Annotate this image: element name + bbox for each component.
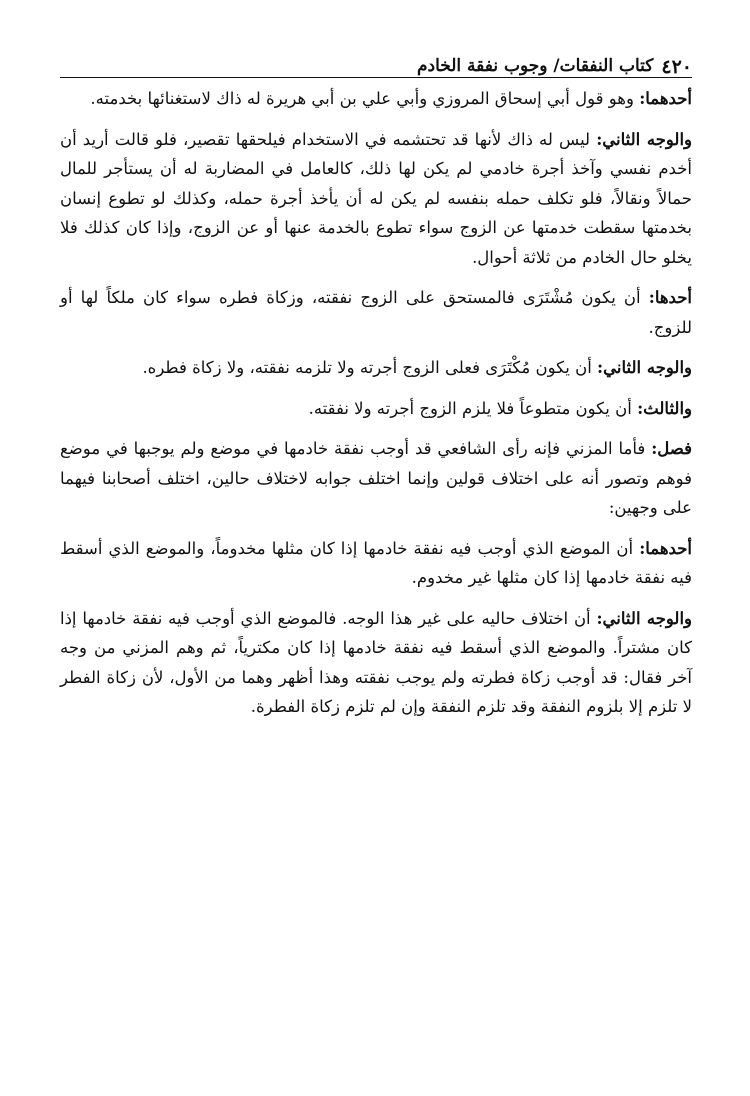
paragraph (60, 125, 692, 273)
paragraph-text: أن يكون مُكْتَرَى فعلى الزوج أجرته ولا تلزمه نفقته، ولا زكاة فطره. (142, 358, 598, 377)
paragraph-label: والوجه الثاني: (596, 608, 692, 628)
paragraph (60, 283, 692, 342)
header-rule (60, 77, 692, 78)
paragraph-text: وهو قول أبي إسحاق المروزي وأبي علي بن أبي هريرة له ذاك لاستغنائها بخدمته. (90, 89, 640, 108)
paragraph-text: أن يكون متطوعاً فلا يلزم الزوج أجرته ولا نفقته. (308, 398, 638, 418)
paragraph-text: أن يكون مُشْتَرَى فالمستحق على الزوج نفقته، وزكاة فطره سواء كان ملكاً لها أو للزوج. (60, 288, 692, 337)
paragraph-label: والوجه الثاني: (596, 129, 692, 149)
paragraph-label: فصل: (651, 439, 692, 458)
paragraph-text: أن اختلاف حاليه على غير هذا الوجه. فالموضع الذي أوجب فيه نفقة خادمها إذا كان مشتراً. والموضع الذي أسقط فيه نفقة خادمها إذا كان مكترياً، ثم وهم المزني من وجه آخر فقال: قد أوجب زكاة فطرته ولم يوجب نفقته وهذا أظهر وهما من الأول، لأن زكاة الفطر لا تلزم إلا بلزوم النفقة وقد تلزم النفقة وإن لم تلزم زكاة الفطرة. (60, 608, 692, 716)
page-number: ٤٢٠ (661, 56, 692, 78)
paragraph-label: والثالث: (637, 398, 692, 418)
paragraph-label: والوجه الثاني: (597, 358, 692, 377)
running-title: كتاب النفقات/ وجوب نفقة الخادم (416, 56, 654, 76)
paragraph-label: أحدهما: (639, 538, 692, 558)
paragraph-text: فأما المزني فإنه رأى الشافعي قد أوجب نفقة خادمها في موضع ولم يوجبها في موضع فوهم وتصور أنه على اختلاف قولين وإنما اختلف جوابه لاختلاف حالين، اختلف أصحابنا فيهما على وجهين: (60, 439, 692, 517)
page-body (60, 84, 692, 728)
paragraph-text: أن الموضع الذي أوجب فيه نفقة خادمها إذا كان مثلها مخدوماً، والموضع الذي أسقط فيه نفقة خادمها إذا كان مثلها غير مخدوم. (60, 538, 692, 587)
paragraph (60, 434, 692, 523)
paragraph (60, 604, 692, 722)
paragraph-label: أحدهما: (639, 89, 692, 108)
paragraph (60, 84, 692, 114)
page-header (60, 44, 692, 78)
paragraph (60, 394, 692, 424)
paragraph-label: أحدها: (648, 288, 692, 307)
paragraph-text: ليس له ذاك لأنها قد تحتشمه في الاستخدام فيلحقها تقصير، فلو قالت أريد أن أخدم نفسي وآخذ أجرة خادمي لم يكن لها ذلك، كالعامل في المضاربة له أن يستأجر للمال حمالاً ونقالاً، فلو تكلف حمله بنفسه لم يكن له أن يأخذ أجرة حمله، وكذلك لو تطوع إنسان بخدمتها سقطت خدمتها عن الزوج سواء تطوع بالخدمة عنها أو عن الزوج، وإذا كان كذلك فلا يخلو حال الخادم من ثلاثة أحوال. (60, 129, 692, 267)
paragraph (60, 353, 692, 383)
paragraph (60, 534, 692, 593)
